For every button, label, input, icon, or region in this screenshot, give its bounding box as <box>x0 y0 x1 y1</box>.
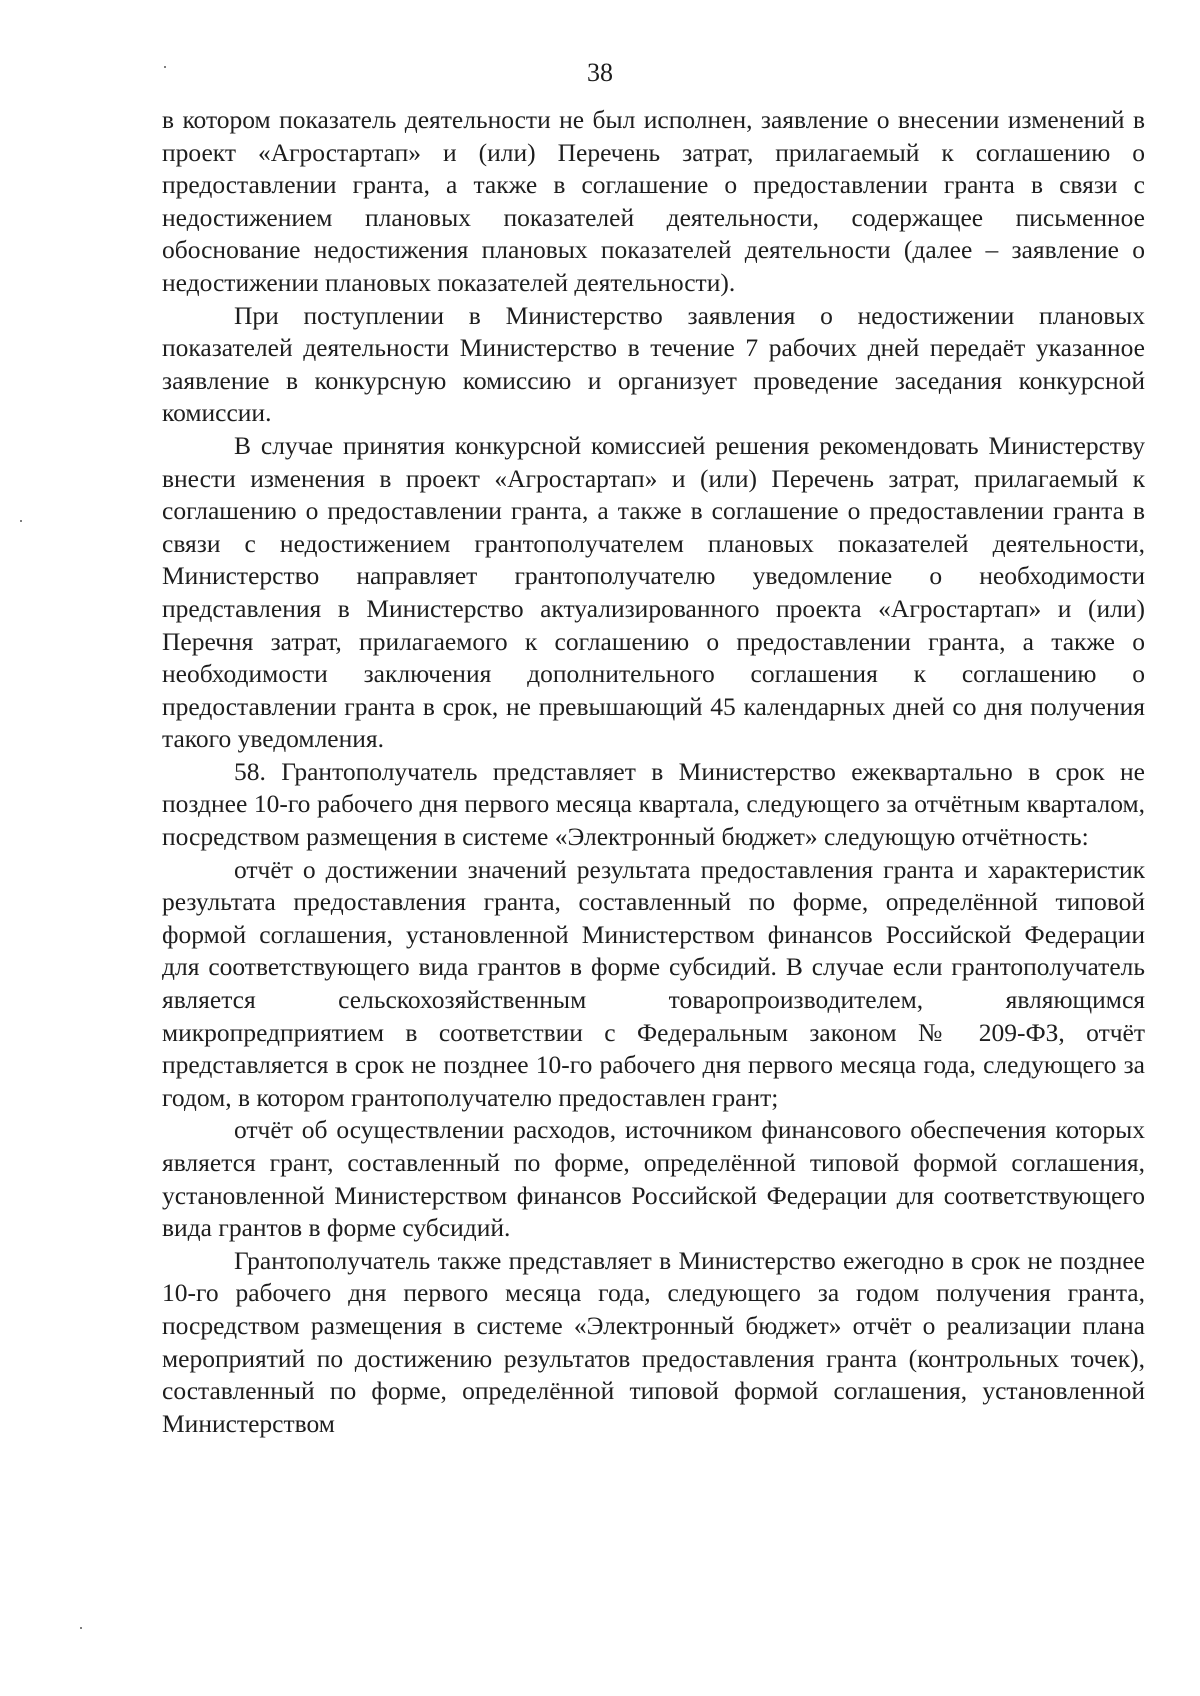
scan-speck <box>80 1627 82 1629</box>
paragraph-annual-report: Грантополучатель также представляет в Министерство ежегодно в срок не позднее 10-го рабочего дня первого месяца года, следующего за годом получения гранта, посредством размещения в системе «Электронный бюджет» отчёт о реализации плана мероприятий по достижению результатов предоставления гранта (контрольных точек), составленный по форме, определённой типовой формой соглашения, установленной Министерством <box>162 1245 1145 1438</box>
scan-speck <box>164 66 166 68</box>
paragraph-58-quarterly-reporting: 58. Грантополучатель представляет в Министерство ежеквартально в срок не позднее 10-го рабочего дня первого месяца квартала, следующего за отчётным кварталом, посредством размещения в системе «Электронный бюджет» следующую отчётность: <box>162 756 1145 852</box>
paragraph-commission-decision: В случае принятия конкурсной комиссией решения рекомендовать Министерству внести изменения в проект «Агростартап» и (или) Перечень затрат, прилагаемый к соглашению о предоставлении гранта, а также в соглашение о предоставлении гранта в связи с недостижением грантополучателем плановых показателей деятельности, Министерство направляет грантополучателю уведомление о необходимости представления в Министерство актуализированного проекта «Агростартап» и (или) Перечня затрат, прилагаемого к соглашению о предоставлении гранта, а также о необходимости заключения дополнительного соглашения к соглашению о предоставлении гранта в срок, не превышающий 45 календарных дней со дня получения такого уведомления. <box>162 430 1145 754</box>
paragraph-continuation: в котором показатель деятельности не был исполнен, заявление о внесении изменений в проект «Агростартап» и (или) Перечень затрат, прилагаемый к соглашению о предоставлении гранта, а также в соглашение о предоставлении гранта в связи с недостижением плановых показателей деятельности, содержащее письменное обоснование недостижения плановых показателей деятельности (далее – заявление о недостижении плановых показателей деятельности). <box>162 105 1145 297</box>
paragraph-results-report: отчёт о достижении значений результата предоставления гранта и характеристик результата предоставления гранта, составленный по форме, определённой типовой формой соглашения, установленной Министерством финансов Российской Федерации для соответствующего вида грантов в форме субсидий. В случае если грантополучатель является сельскохозяйственным товаропроизводителем, являющимся микропредприятием в соответствии с Федеральным законом № 209-ФЗ, отчёт представляется в срок не позднее 10-го рабочего дня первого месяца года, следующего за годом, в котором грантополучателю предоставлен грант; <box>162 854 1145 1112</box>
paragraph-application-receipt: При поступлении в Министерство заявления о недостижении плановых показателей деятельности Министерство в течение 7 рабочих дней передаёт указанное заявление в конкурсную комиссию и организует проведение заседания конкурсной комиссии. <box>162 300 1145 428</box>
page-number: 38 <box>587 58 613 87</box>
paragraph-expenses-report: отчёт об осуществлении расходов, источником финансового обеспечения которых является грант, составленный по форме, определённой типовой формой соглашения, установленной Министерством финансов Российской Федерации для соответствующего вида грантов в форме субсидий. <box>162 1115 1145 1243</box>
document-body <box>162 104 1145 1440</box>
scan-speck <box>20 520 22 522</box>
